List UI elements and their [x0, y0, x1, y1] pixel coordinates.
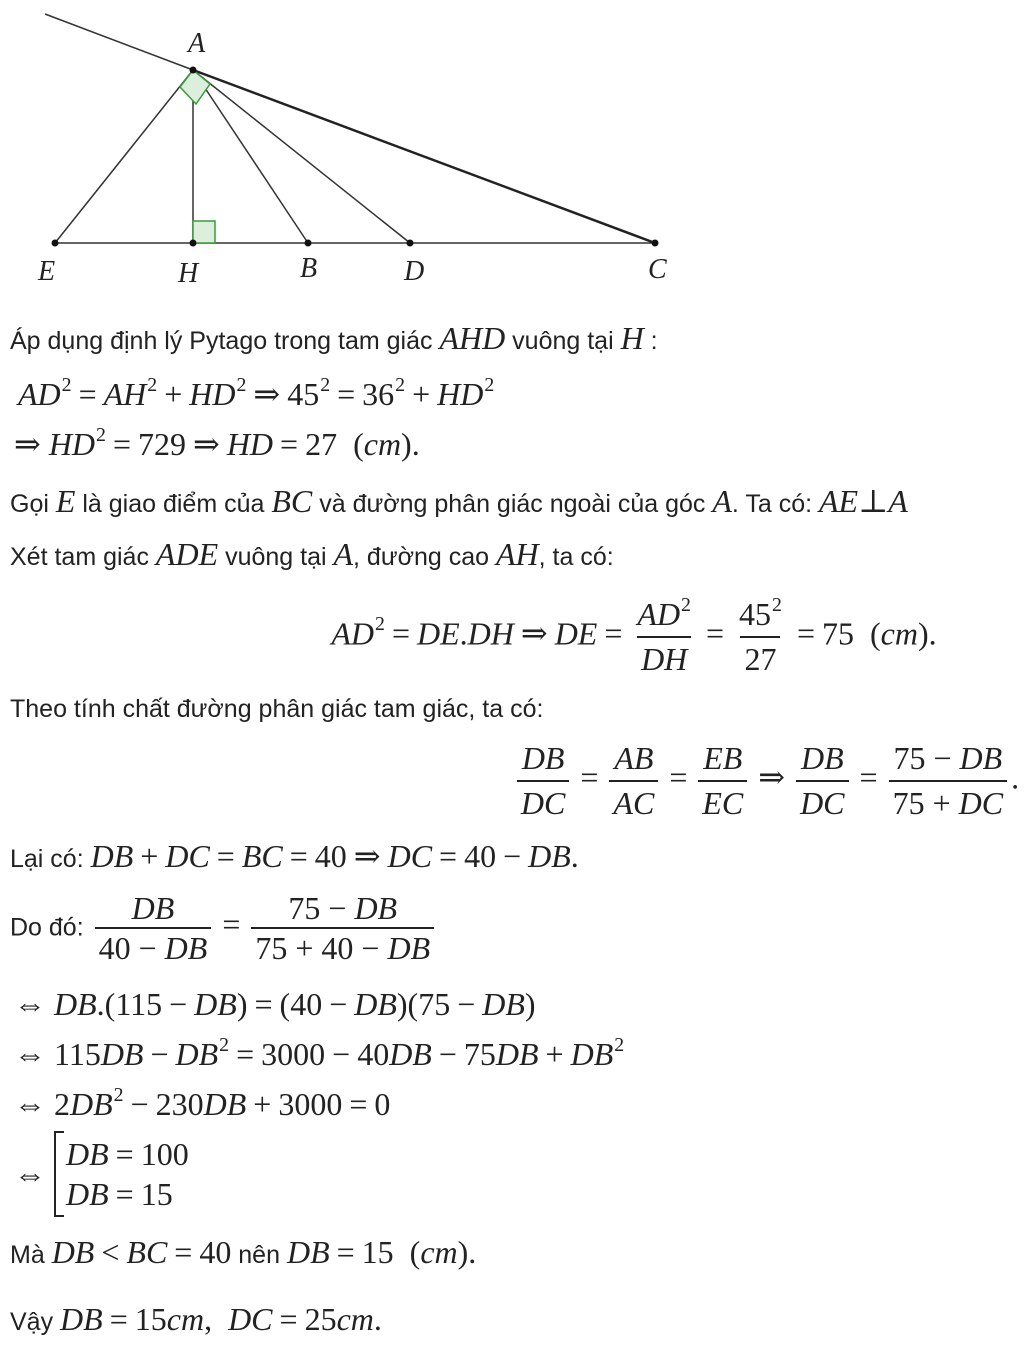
text-line-bisector-property: Theo tính chất đường phân giác tam giác, ta có:	[10, 695, 544, 723]
equation-expand-2: ⇔ $115DB - DB^2 = 3000 - 40DB - 75DB + DB^2$	[14, 1034, 625, 1072]
label-D: D	[404, 256, 425, 287]
point-E	[52, 240, 59, 247]
label-C: C	[648, 254, 667, 285]
text-line-define-E: Gọi E là giao điểm của BC và đường phân giác ngoài của góc A. Ta có: AE⊥A	[10, 483, 908, 519]
point-H	[190, 240, 197, 247]
segment-AD	[193, 70, 410, 243]
text-line-triangle-ADE: Xét tam giác ADE vuông tại A, đường cao AH, ta có:	[10, 536, 614, 572]
label-B: B	[300, 253, 318, 284]
label-E: E	[38, 256, 56, 287]
segment-AC	[193, 70, 655, 243]
segment-AE	[55, 70, 193, 243]
segment-AB	[193, 70, 308, 243]
text-line-conclusion: Vậy DB = 15cm, DC = 25cm.	[10, 1301, 382, 1337]
text-line-pythagoras-intro: Áp dụng định lý Pytago trong tam giác AHD vuông tại H :	[10, 320, 658, 356]
line-external-bisector	[45, 14, 193, 70]
equation-solutions: ⇔ DB = 100 DB = 15	[14, 1130, 189, 1218]
right-angle-mark-H	[193, 221, 215, 243]
triangle-figure	[0, 0, 1024, 300]
text-line-choose-root: Mà DB < BC = 40 nên DB = 15 (cm).	[10, 1234, 477, 1270]
point-C	[652, 240, 659, 247]
solution-2: DB = 15	[66, 1176, 173, 1212]
equation-pythagoras: $AD^2 = AH^2 + HD^2$ ⇒ $45^2 = 36^2 + HD^2$	[18, 374, 495, 412]
label-A: A	[188, 28, 206, 59]
point-B	[305, 240, 312, 247]
point-A	[190, 67, 197, 74]
text-line-therefore: Do đó: $\frac{DB}{40 - DB}$ = $\frac{75 - DB}{75 + 40 - DB}$	[10, 892, 438, 964]
equation-hd-result: ⇒ $HD^2 = 729$ ⇒ HD = 27 (cm).	[14, 424, 420, 462]
equation-expand-1: ⇔ DB.(115 − DB) = (40 − DB)(75 − DB)	[14, 986, 536, 1022]
point-D	[407, 240, 414, 247]
bracket-icon	[52, 1130, 66, 1218]
text-line-sum: Lại có: DB + DC = BC = 40 ⇒ DC = 40 − DB.	[10, 838, 579, 874]
equation-de: $AD^2 = DE.DH$ ⇒ DE = $\frac{AD^2}{DH}$ = $\frac{45^2}{27}$ = 75 (cm).	[331, 594, 937, 677]
label-H: H	[178, 258, 199, 289]
equation-bisector-ratios: $\frac{DB}{DC}$ = $\frac{AB}{AC}$ = $\frac{EB}{EC}$ ⇒ $\frac{DB}{DC}$ = $\frac{75 - DB}{75 + DC}$ .	[0, 740, 1024, 822]
equation-quadratic: ⇔ $2DB^2 - 230DB + 3000 = 0$	[14, 1084, 391, 1122]
solution-1: DB = 100	[66, 1136, 189, 1172]
